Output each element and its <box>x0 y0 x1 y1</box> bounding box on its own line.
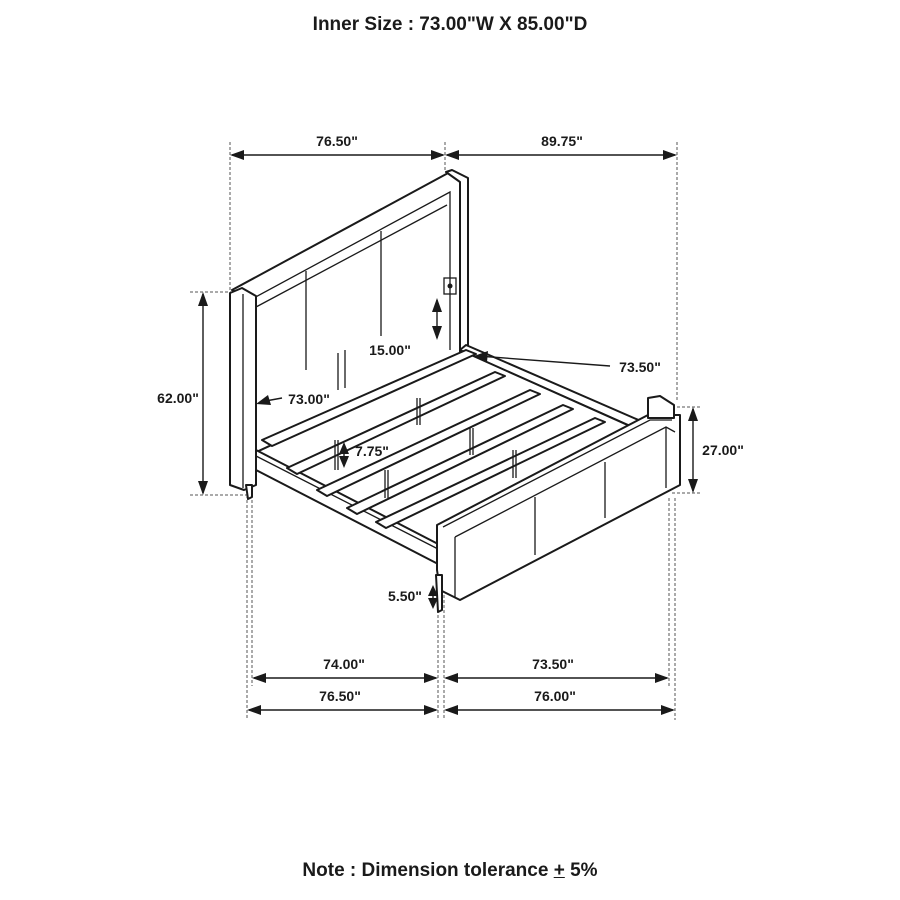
note-plus-minus-symbol: + <box>553 860 565 881</box>
dim-bottom-inner-right: 73.50" <box>532 656 574 672</box>
dim-bottom-outer-left: 76.50" <box>319 688 361 704</box>
headboard-panel <box>232 172 466 455</box>
dim-inner-width: 73.00" <box>288 391 330 407</box>
tolerance-note <box>0 860 900 882</box>
dim-footboard-height: 27.00" <box>702 442 744 458</box>
dim-headboard-panel-height: 15.00" <box>369 342 411 358</box>
note-value: 5% <box>564 860 598 881</box>
note-prefix: Note : Dimension tolerance <box>302 860 554 881</box>
dim-inner-depth: 73.50" <box>619 359 661 375</box>
diagram-title: Inner Size : 73.00"W X 85.00"D <box>312 14 588 35</box>
dim-top-right-depth: 89.75" <box>541 133 583 149</box>
foot-leg <box>436 575 442 612</box>
dim-leg-height: 5.50" <box>388 588 422 604</box>
dim-bottom-inner-left: 74.00" <box>323 656 365 672</box>
dim-headboard-height: 62.00" <box>157 390 199 406</box>
dim-top-left-width: 76.50" <box>316 133 358 149</box>
dim-bottom-outer-right: 76.00" <box>534 688 576 704</box>
dim-slat-leg-height: 7.75" <box>355 443 389 459</box>
